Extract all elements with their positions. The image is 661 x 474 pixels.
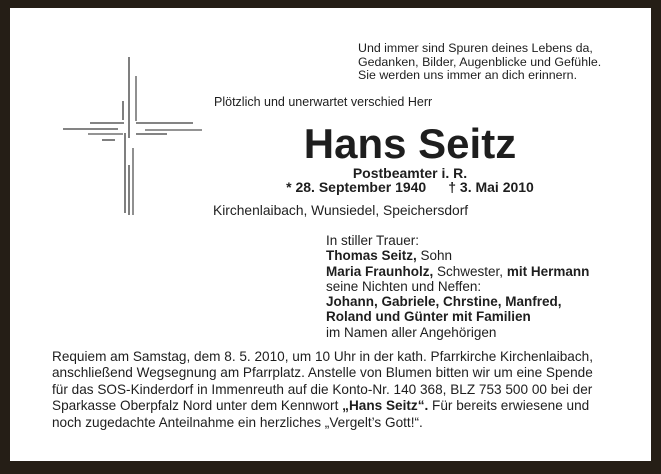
funeral-line-1: Requiem am Samstag, dem 8. 5. 2010, um 10 Uhr in der kath. Pfarrkirche Kirchenlaibach, [52, 349, 593, 364]
birth-date: * 28. September 1940 [286, 179, 427, 195]
funeral-line-5: noch zugedachte Anteilnahme ein herzliches „Vergelt’s Gott!“. [52, 414, 423, 430]
nieces-names-line-1: Johann, Gabriele, Chrstine, Manfred, [326, 294, 562, 310]
funeral-keyword: „Hans Seitz“. [342, 398, 429, 414]
deceased-name: Hans Seitz [303, 120, 517, 167]
funeral-line-2: anschließend Wegsegnung am Pfarrplatz. Anstelle von Blumen bitten wir um eine Spende [52, 365, 593, 381]
mourner-sister-line [326, 264, 589, 279]
verse-line-1: Und immer sind Spuren deines Lebens da, [358, 41, 593, 55]
dates-line [190, 179, 630, 195]
mourners-closing-line: im Namen aller Angehörigen [326, 324, 497, 340]
death-date: † 3. Mai 2010 [448, 179, 534, 195]
cross-icon [45, 40, 205, 215]
mourners-block [326, 233, 589, 340]
funeral-line-4-pre: Sparkasse Oberpfalz Nord unter dem Kennwort [52, 398, 343, 414]
funeral-line-4 [52, 398, 593, 414]
nieces-intro-line: seine Nichten und Neffen: [326, 278, 482, 294]
mourner-sister-husband: mit Hermann [506, 263, 590, 279]
profession-line: Postbeamter i. R. [352, 165, 468, 181]
funeral-details [52, 349, 593, 431]
funeral-line-3: für das SOS-Kinderdorf in Immenreuth auf die Konto-Nr. 140 368, BLZ 753 500 00 bei der [52, 381, 593, 397]
memorial-verse [358, 42, 601, 83]
mourner-son-name: Thomas Seitz, [326, 248, 417, 264]
mourner-son-line [326, 248, 589, 263]
places-line: Kirchenlaibach, Wunsiedel, Speichersdorf [213, 203, 469, 218]
mourner-sister-name: Maria Fraunholz, [326, 263, 434, 279]
announcement-line: Plötzlich und unerwartet verschied Herr [214, 95, 433, 109]
mourner-sister-relation: Schwester, [433, 263, 507, 279]
verse-line-3: Sie werden uns immer an dich erinnern. [358, 68, 578, 83]
funeral-line-4-post: Für bereits erwiesene und [428, 398, 590, 414]
nieces-names-line-2: Roland und Günter mit Familien [326, 309, 531, 325]
mourner-son-relation: Sohn [416, 248, 453, 264]
mourners-heading: In stiller Trauer: [326, 233, 420, 248]
verse-line-2: Gedanken, Bilder, Augenblicke und Gefühle. [358, 54, 602, 69]
